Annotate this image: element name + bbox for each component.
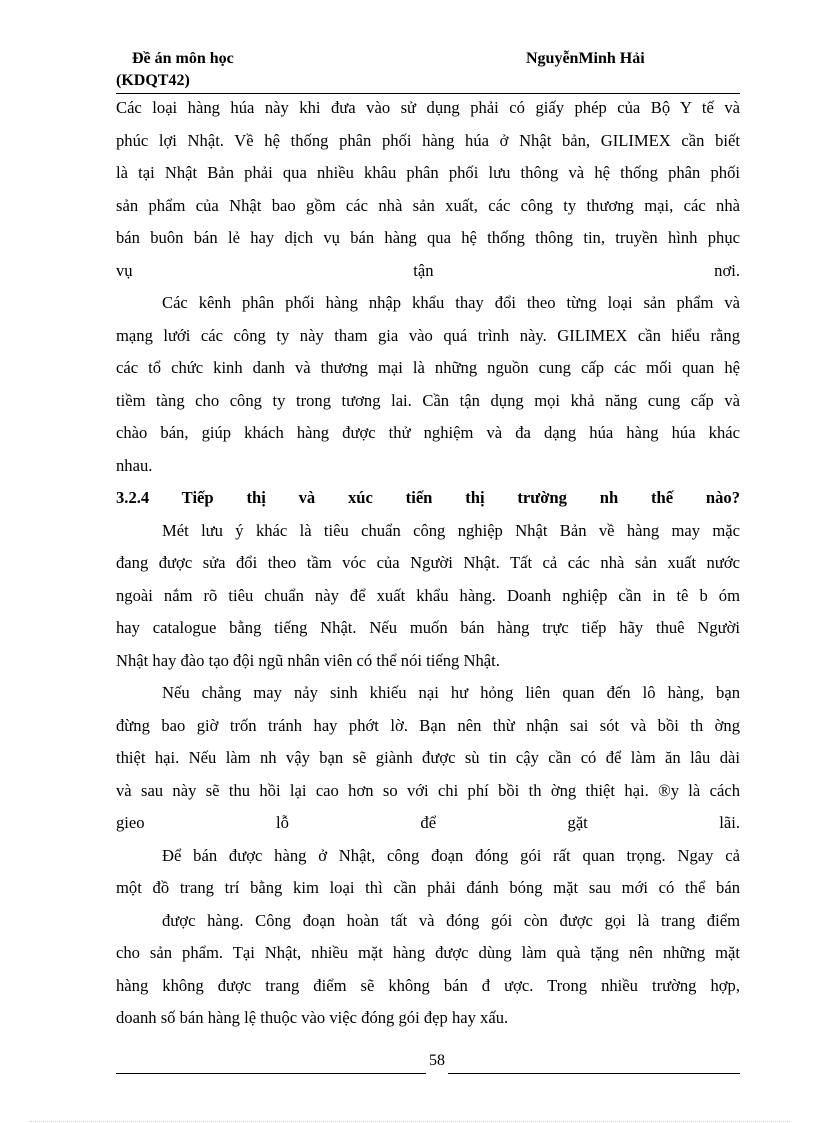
page-bottom-dotted-border <box>30 1121 790 1122</box>
text-line: được hàng. Công đoạn hoàn tất và đóng gói còn được gọi là trang điểm <box>162 910 740 930</box>
text-line: bán buôn bán lẻ hay dịch vụ bán hàng qua hệ thống thông tin, truyền hình phục <box>116 228 740 247</box>
text-line: thiệt hại. Nếu làm nh vậy bạn sẽ giành được sù tin cậy cần có để làm ăn lâu dài <box>116 748 740 767</box>
header-course-title <box>116 48 336 92</box>
header-author: NguyễnMinh Hải <box>526 50 645 67</box>
text-line: phúc lợi Nhật. Về hệ thống phân phối hàng húa ở Nhật bản, GILIMEX cần biết <box>116 130 740 150</box>
text-line: sản phẩm của Nhật bao gồm các nhà sản xuất, các công ty thương mại, các nhà <box>116 195 740 215</box>
text-line: hay catalogue bằng tiếng Nhật. Nếu muốn bán hàng trực tiếp hãy thuê Người <box>116 618 740 637</box>
text-line: nhau. <box>116 455 153 475</box>
text-line: là tại Nhật Bản phải qua nhiều khâu phân phối lưu thông và hệ thống phân phối <box>116 163 740 182</box>
text-line: và sau này sẽ thu hồi lại cao hơn so với chi phí bồi th ờng thiệt hại. ®y là cách <box>116 780 740 800</box>
footer-rule-right <box>448 1073 740 1074</box>
text-line: đừng bao giờ trốn tránh hay phớt lờ. Bạn nên thừ nhận sai sót và bồi th ờng <box>116 715 740 735</box>
text-line: mạng lưới các công ty này tham gia vào quá trình này. GILIMEX cần hiểu rằng <box>116 325 740 345</box>
section-heading: 3.2.4 Tiếp thị và xúc tiến thị trường nh thế nào? <box>116 488 740 507</box>
text-line: gieo lỗ để gặt lãi. <box>116 813 740 832</box>
footer-rule-left <box>116 1073 426 1074</box>
header-course-line1: Đề án môn học <box>132 50 234 67</box>
page-number: 58 <box>429 1052 445 1069</box>
header-course-line2: (KDQT42) <box>116 72 190 89</box>
text-line: Nếu chẳng may nảy sinh khiếu nại hư hỏng liên quan đến lô hàng, bạn <box>162 683 740 702</box>
text-line: Mét lưu ý khác là tiêu chuẩn công nghiệp Nhật Bản về hàng may mặc <box>162 520 740 540</box>
text-line: cho sản phẩm. Tại Nhật, nhiều mặt hàng được dùng làm quà tặng nên những mặt <box>116 943 740 962</box>
text-line: một đồ trang trí bằng kim loại thì cần phải đánh bóng mặt sau mới có thể bán <box>116 878 740 897</box>
text-line: đang được sửa đổi theo tầm vóc của Người Nhật. Tất cả các nhà sản xuất nước <box>116 553 740 572</box>
text-line: các tổ chức kinh danh và thương mại là những nguồn cung cấp các mối quan hệ <box>116 358 740 377</box>
text-line: vụ tận nơi. <box>116 260 740 280</box>
text-line: chào bán, giúp khách hàng được thử nghiệm và đa dạng húa hàng húa khác <box>116 423 740 442</box>
text-line: Các loại hàng húa này khi đưa vào sử dụng phải có giấy phép của Bộ Y tế và <box>116 98 740 117</box>
body-text <box>116 92 740 1035</box>
text-line: hàng không được trang điểm sẽ không bán đ ược. Trong nhiều trường hợp, <box>116 975 740 995</box>
text-line: ngoài nắm rõ tiêu chuẩn này để xuất khẩu hàng. Doanh nghiệp cần in tê b óm <box>116 585 740 605</box>
text-line: Các kênh phân phối hàng nhập khẩu thay đổi theo từng loại sản phẩm và <box>162 293 740 312</box>
text-line: Để bán được hàng ở Nhật, công đoạn đóng gói rất quan trọng. Ngay cả <box>162 845 740 865</box>
text-line: tiềm tàng cho công ty trong tương lai. Cần tận dụng mọi khả năng cung cấp và <box>116 390 740 410</box>
text-line: doanh số bán hàng lệ thuộc vào việc đóng gói đẹp hay xấu. <box>116 1008 509 1027</box>
text-line: Nhật hay đào tạo đội ngũ nhân viên có thể nói tiếng Nhật. <box>116 650 500 670</box>
